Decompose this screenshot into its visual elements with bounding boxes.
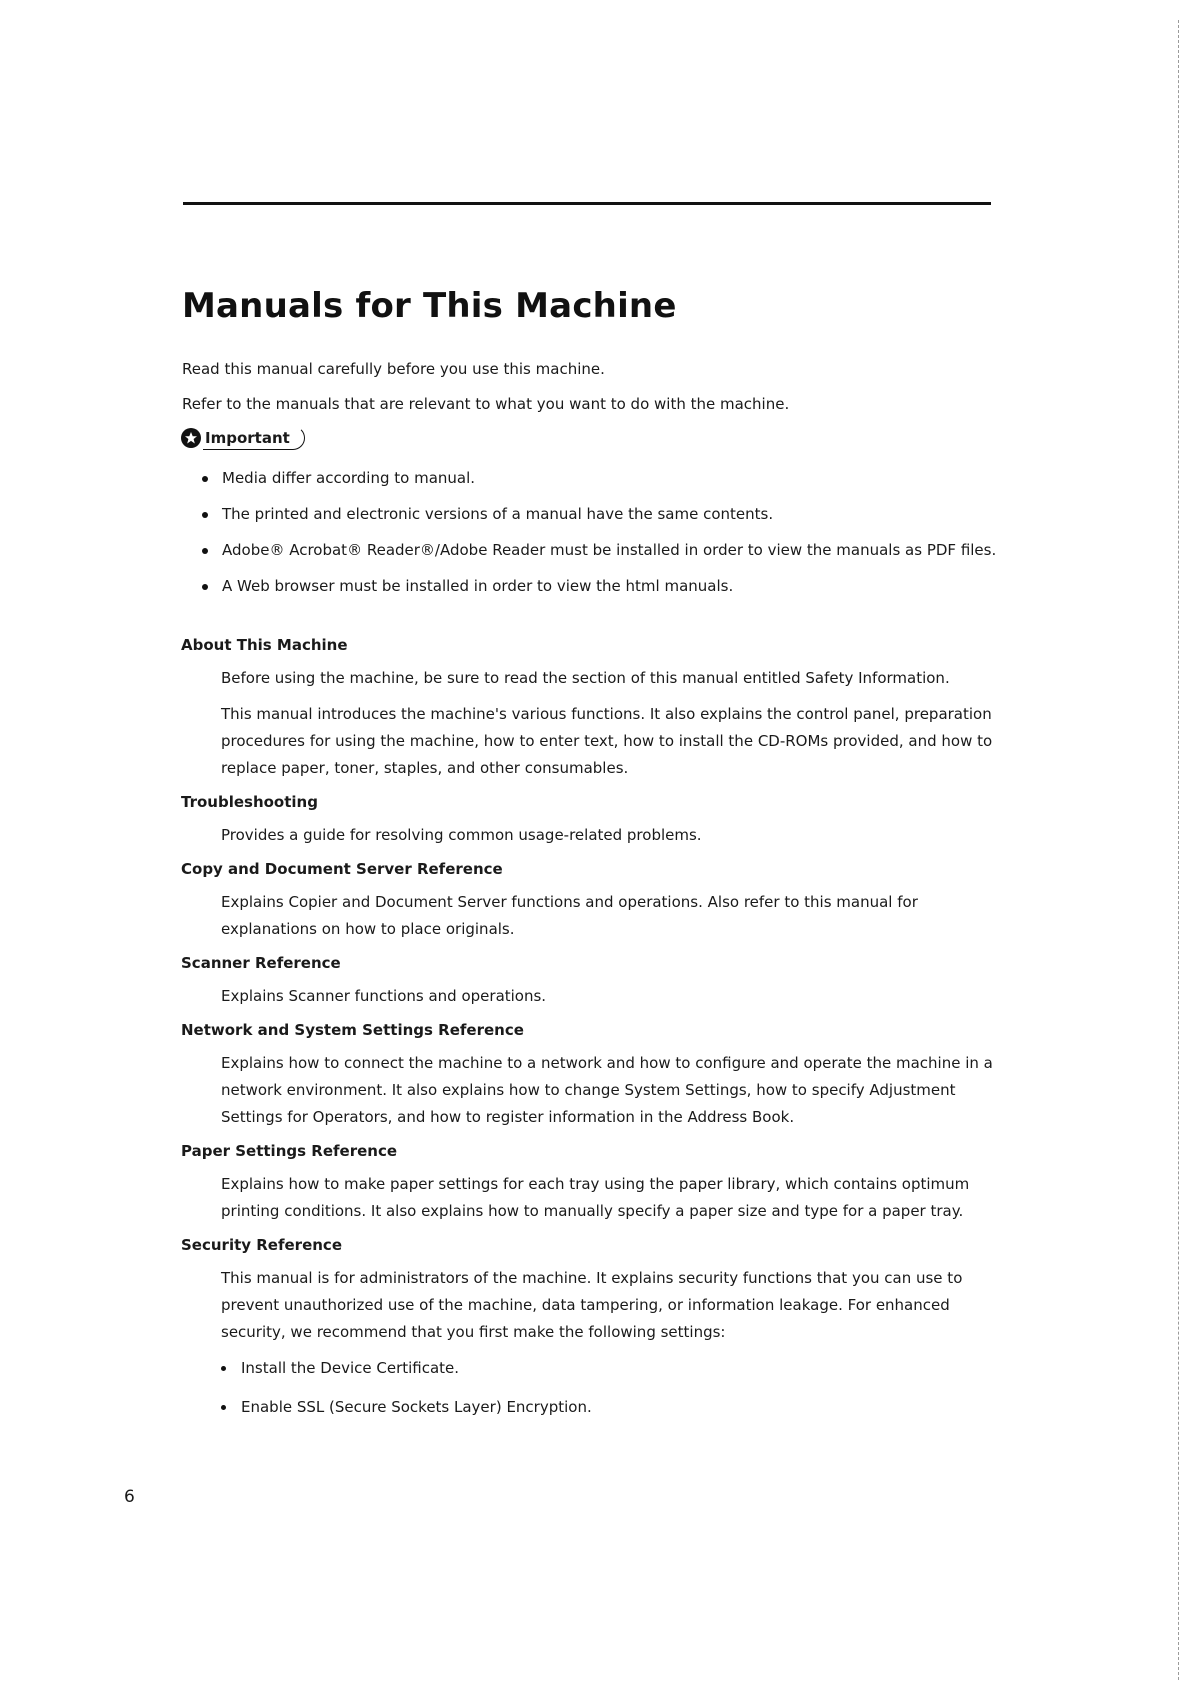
- section-network-system-settings: [181, 1019, 1001, 1131]
- intro-text-1: Read this manual carefully before you use this machine.: [182, 360, 605, 378]
- important-list: [202, 466, 1002, 610]
- section-description: Explains how to make paper settings for each tray using the paper library, which contains optimum printing conditions. It also explains how to manually specify a paper size and type for a paper tray.: [221, 1175, 970, 1220]
- important-label-block: [181, 425, 305, 451]
- section-about-this-machine: [181, 634, 1001, 782]
- list-item: Install the Device Certificate.: [221, 1355, 1001, 1382]
- section-heading: Copy and Document Server Reference: [181, 860, 503, 878]
- section-description: Explains Scanner functions and operations.: [221, 987, 547, 1005]
- section-heading: Paper Settings Reference: [181, 1142, 398, 1160]
- page-number: 6: [124, 1487, 135, 1507]
- section-paper-settings: [181, 1140, 1001, 1225]
- security-settings-list: [221, 1355, 1001, 1421]
- section-description: Before using the machine, be sure to read the section of this manual entitled Safety Information.: [221, 669, 950, 687]
- section-copy-document-server: [181, 858, 1001, 943]
- section-heading: Troubleshooting: [181, 793, 318, 811]
- manual-sections: [181, 634, 1001, 1433]
- intro-text-2: Refer to the manuals that are relevant to what you want to do with the machine.: [182, 395, 790, 413]
- section-scanner-reference: [181, 952, 1001, 1010]
- section-heading: About This Machine: [181, 636, 348, 654]
- section-security-reference: [181, 1234, 1001, 1421]
- scan-edge-line: [1178, 20, 1179, 1680]
- list-item: Enable SSL (Secure Sockets Layer) Encryption.: [221, 1394, 1001, 1421]
- section-troubleshooting: [181, 791, 1001, 849]
- section-heading: Scanner Reference: [181, 954, 341, 972]
- section-description: Explains how to connect the machine to a network and how to configure and operate the machine in a network environment. It also explains how to change System Settings, how to specify Adjustment Settings for Operators, and how to register information in the Address Book.: [221, 1054, 993, 1126]
- star-icon: [181, 428, 201, 448]
- header-rule: [183, 202, 991, 205]
- list-item: Media differ according to manual.: [202, 466, 1002, 491]
- section-heading: Network and System Settings Reference: [181, 1021, 524, 1039]
- important-label: Important: [203, 426, 305, 450]
- list-item: Adobe® Acrobat® Reader®/Adobe Reader must be installed in order to view the manuals as PDF files.: [202, 538, 1002, 563]
- section-description: This manual is for administrators of the machine. It explains security functions that you can use to prevent unauthorized use of the machine, data tampering, or information leakage. For enhanced security, we recommend that you first make the following settings:: [221, 1269, 963, 1341]
- section-description: This manual introduces the machine's various functions. It also explains the control panel, preparation procedures for using the machine, how to enter text, how to install the CD-ROMs provided, and how to replace paper, toner, staples, and other consumables.: [221, 705, 993, 777]
- list-item: A Web browser must be installed in order to view the html manuals.: [202, 574, 1002, 599]
- section-heading: Security Reference: [181, 1236, 342, 1254]
- section-description: Explains Copier and Document Server functions and operations. Also refer to this manual for explanations on how to place originals.: [221, 893, 918, 938]
- page-title: Manuals for This Machine: [182, 286, 677, 326]
- section-description: Provides a guide for resolving common usage-related problems.: [221, 826, 702, 844]
- list-item: The printed and electronic versions of a manual have the same contents.: [202, 502, 1002, 527]
